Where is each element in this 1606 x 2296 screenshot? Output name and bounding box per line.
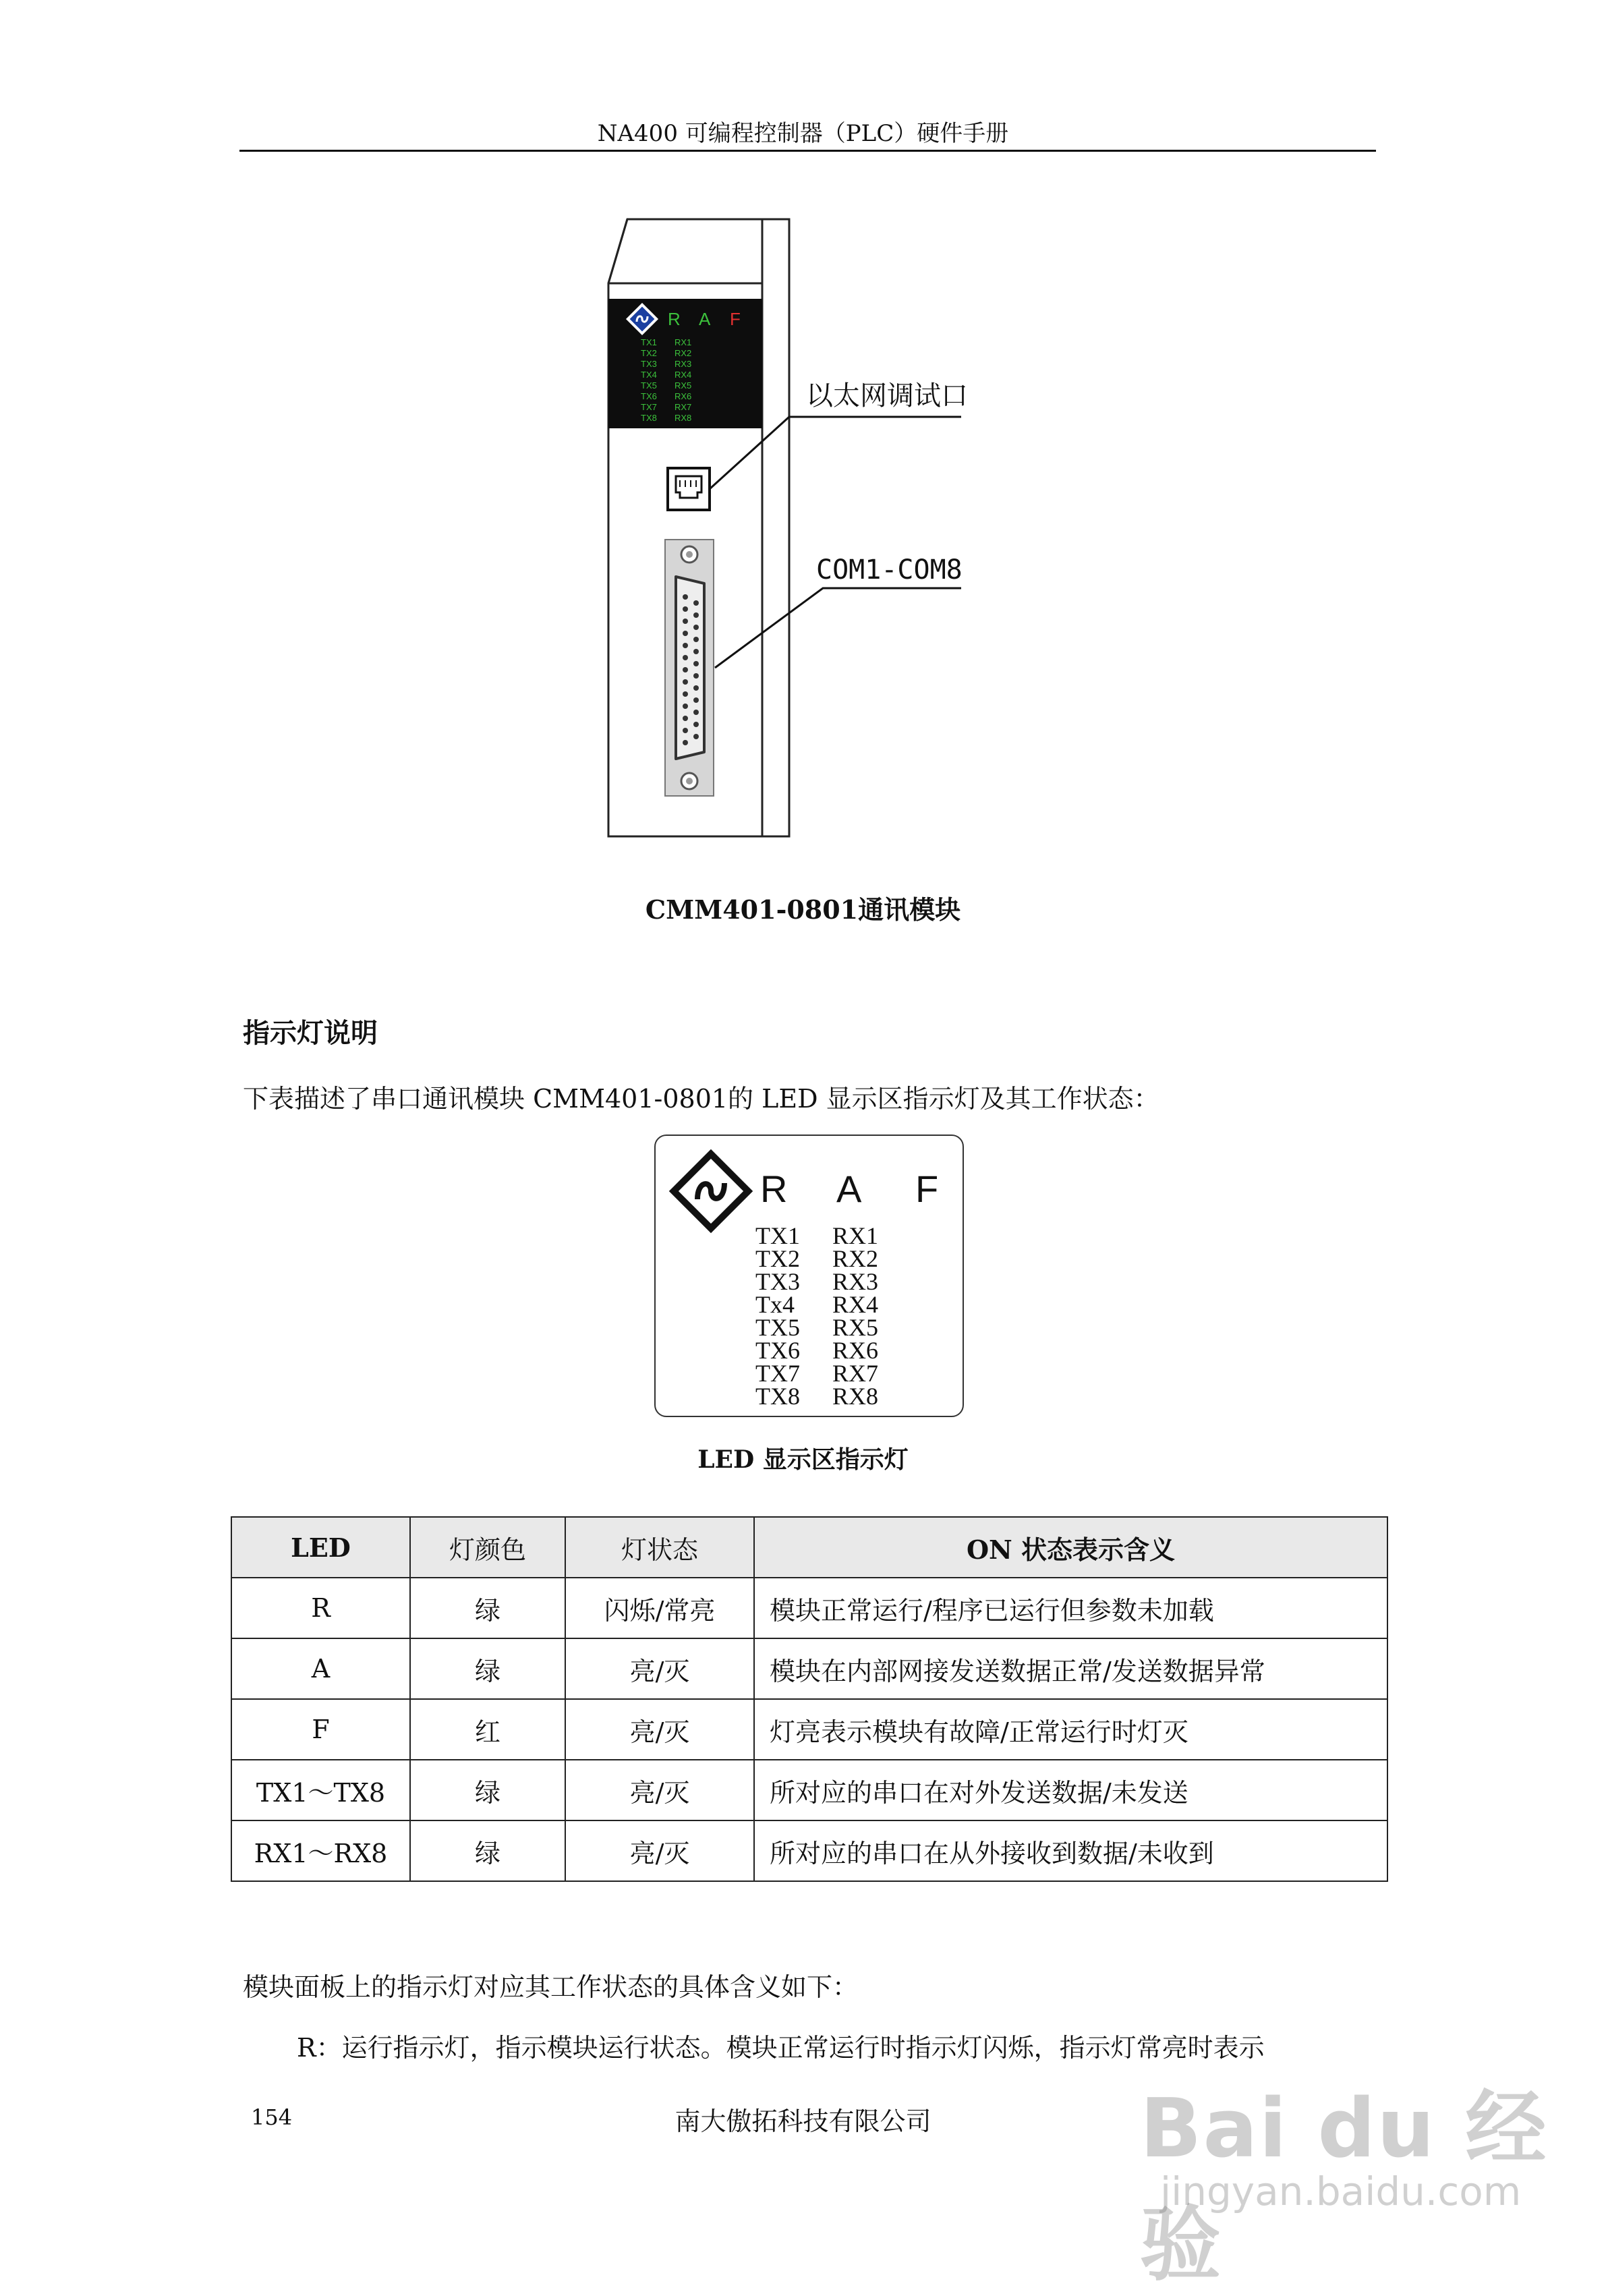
connector-pin (693, 673, 699, 679)
panel-rx-label: RX2 (832, 1245, 879, 1272)
device-rx-label: RX6 (675, 391, 692, 401)
panel-tx-label: Tx4 (755, 1291, 795, 1318)
connector-pin (693, 600, 699, 606)
logo-icon (669, 1149, 753, 1233)
device-tx-label: TX6 (641, 391, 657, 401)
panel-tx-label: TX6 (755, 1337, 800, 1364)
connector-pin (683, 594, 688, 600)
device-tx-label: TX4 (641, 370, 657, 380)
panel-letter-f: F (915, 1168, 939, 1210)
device-caption: CMM401-0801通讯模块 (645, 894, 961, 925)
table-cell-state: 亮/灭 (565, 1820, 754, 1881)
table-cell-led: F (231, 1699, 410, 1760)
panel-rx-label: RX6 (832, 1337, 879, 1364)
table-cell-meaning: 所对应的串口在从外接收到数据/未收到 (754, 1820, 1387, 1881)
connector-pin (683, 631, 688, 636)
table-cell-color: 绿 (410, 1578, 565, 1638)
table-cell-led: A (231, 1638, 410, 1699)
panel-rx-label: RX4 (832, 1291, 879, 1318)
table-cell-meaning: 灯亮表示模块有故障/正常运行时灯灭 (754, 1699, 1387, 1760)
device-led-f: F (730, 309, 741, 329)
connector-pin (683, 606, 688, 612)
device-rx-label: RX2 (675, 348, 692, 358)
page-header: NA400 可编程控制器（PLC）硬件手册 (597, 120, 1009, 147)
table-cell-led: TX1～TX8 (231, 1760, 410, 1820)
device-rx-label: RX8 (675, 413, 692, 423)
panel-rx-label: RX3 (832, 1268, 879, 1295)
ethernet-callout-label: 以太网调试口 (806, 380, 968, 411)
ethernet-port-icon (668, 468, 710, 510)
table-cell-state: 亮/灭 (565, 1638, 754, 1699)
table-header-color: 灯颜色 (410, 1517, 565, 1578)
device-led-r: R (668, 309, 681, 329)
led-status-table (231, 1516, 1388, 1882)
body-paragraph-2: R：运行指示灯，指示模块运行状态。模块正常运行时指示灯闪烁，指示灯常亮时表示 (297, 2033, 1265, 2063)
table-cell-color: 红 (410, 1699, 565, 1760)
connector-pin (693, 661, 699, 666)
table-cell-led: R (231, 1578, 410, 1638)
connector-pin (683, 740, 688, 745)
connector-pin (683, 655, 688, 660)
device-tx-label: TX7 (641, 402, 657, 412)
panel-tx-label: TX5 (755, 1314, 800, 1341)
led-panel-svg (656, 1136, 963, 1416)
connector-pin (693, 612, 699, 618)
connector-pin (683, 704, 688, 709)
page-number: 154 (251, 2104, 293, 2130)
connector-pin (683, 679, 688, 685)
table-header-row (231, 1517, 1387, 1578)
table-cell-color: 绿 (410, 1760, 565, 1820)
table-cell-color: 绿 (410, 1638, 565, 1699)
table-cell-meaning: 模块在内部网接发送数据正常/发送数据异常 (754, 1638, 1387, 1699)
connector-pin (683, 691, 688, 697)
connector-pin (693, 697, 699, 703)
section-intro: 下表描述了串口通讯模块 CMM401-0801的 LED 显示区指示灯及其工作状态： (243, 1084, 1159, 1114)
com-callout-label: COM1-COM8 (816, 554, 963, 585)
connector-pin (683, 728, 688, 733)
table-row (231, 1760, 1387, 1820)
table-cell-meaning: 所对应的串口在对外发送数据/未发送 (754, 1760, 1387, 1820)
panel-tx-label: TX3 (755, 1268, 800, 1295)
device-figure (580, 202, 1039, 877)
section-title: 指示灯说明 (243, 1017, 378, 1049)
panel-letter-a: A (836, 1168, 862, 1210)
device-rx-label: RX1 (675, 337, 692, 347)
table-row (231, 1638, 1387, 1699)
table-cell-led: RX1～RX8 (231, 1820, 410, 1881)
panel-rx-label: RX5 (832, 1314, 879, 1341)
table-cell-meaning: 模块正常运行/程序已运行但参数未加载 (754, 1578, 1387, 1638)
connector-pin (683, 619, 688, 624)
baidu-watermark-logo: Bai du 经验 (1140, 2082, 1548, 2292)
panel-tx-label: TX7 (755, 1360, 800, 1387)
connector-pin (683, 716, 688, 721)
led-panel-caption: LED 显示区指示灯 (697, 1445, 909, 1474)
panel-tx-label: TX8 (755, 1383, 800, 1410)
table-header-led: LED (231, 1517, 410, 1578)
table-cell-color: 绿 (410, 1820, 565, 1881)
led-panel-diagram (654, 1135, 964, 1417)
device-rx-label: RX4 (675, 370, 692, 380)
connector-pin (693, 649, 699, 654)
device-rx-label: RX7 (675, 402, 692, 412)
device-rx-label: RX3 (675, 359, 692, 369)
connector-pin (693, 637, 699, 642)
panel-tx-label: TX1 (755, 1222, 800, 1249)
device-led-a: A (699, 309, 711, 329)
table-cell-state: 闪烁/常亮 (565, 1578, 754, 1638)
device-tx-label: TX2 (641, 348, 657, 358)
table-row (231, 1820, 1387, 1881)
panel-tx-label: TX2 (755, 1245, 800, 1272)
table-header-state: 灯状态 (565, 1517, 754, 1578)
panel-rx-label: RX7 (832, 1360, 879, 1387)
device-tx-label: TX5 (641, 380, 657, 391)
panel-txrx-labels (755, 1222, 878, 1410)
connector-pin (683, 667, 688, 672)
table-cell-state: 亮/灭 (565, 1760, 754, 1820)
footer-company: 南大傲拓科技有限公司 (675, 2106, 931, 2136)
connector-pin (693, 710, 699, 715)
table-row (231, 1578, 1387, 1638)
table-cell-state: 亮/灭 (565, 1699, 754, 1760)
connector-pin (683, 643, 688, 648)
device-tx-label: TX3 (641, 359, 657, 369)
panel-rx-label: RX1 (832, 1222, 879, 1249)
device-rx-label: RX5 (675, 380, 692, 391)
db25-connector-icon (665, 540, 714, 796)
panel-rx-label: RX8 (832, 1383, 879, 1410)
device-tx-label: TX1 (641, 337, 657, 347)
panel-letter-r: R (760, 1168, 788, 1210)
connector-pin (693, 685, 699, 691)
connector-pin (693, 625, 699, 630)
table-header-meaning: ON 状态表示含义 (754, 1517, 1387, 1578)
device-tx-label: TX8 (641, 413, 657, 423)
baidu-watermark-url: jingyan.baidu.com (1160, 2169, 1522, 2214)
connector-pin (693, 722, 699, 727)
body-paragraph-1: 模块面板上的指示灯对应其工作状态的具体含义如下： (243, 1972, 859, 2002)
connector-pin (693, 734, 699, 739)
header-rule (239, 150, 1376, 152)
table-row (231, 1699, 1387, 1760)
